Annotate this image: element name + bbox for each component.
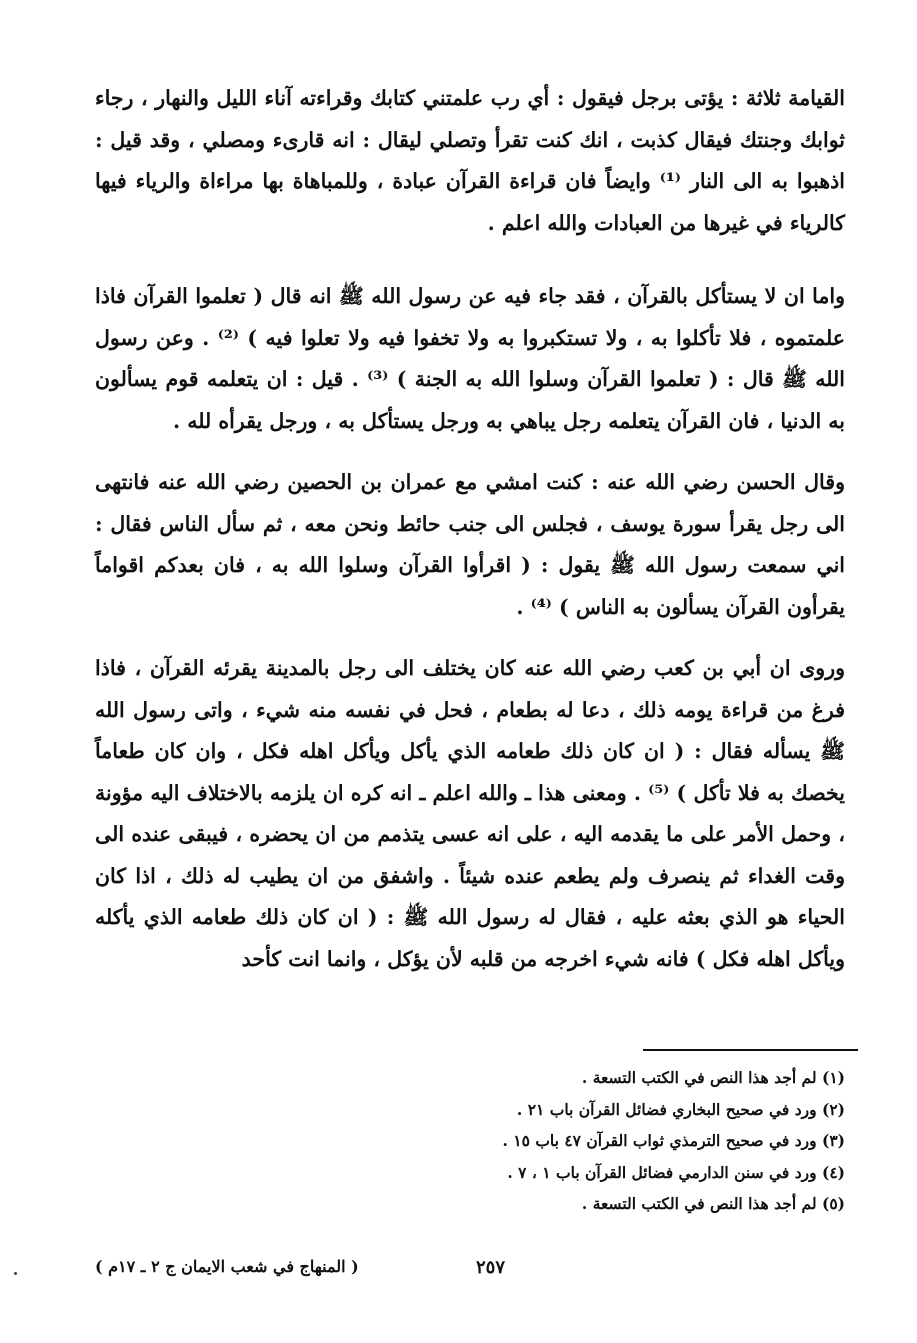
footnote-2: (٢) ورد في صحيح البخاري فضائل القرآن باب ٢١ . — [516, 1099, 845, 1119]
page-body — [95, 78, 845, 980]
footnote-4: (٤) ورد في سنن الدارمي فضائل القرآن باب ١ ، ٧ . — [507, 1162, 845, 1182]
paragraph-3: وقال الحسن رضي الله عنه : كنت امشي مع عمران بن الحصين رضي الله عنه فانتهى الى رجل يقرأ سورة يوسف ، فجلس الى جنب حائط ونحن معه ، ثم سأل الناس فقال : اني سمعت رسول الله ﷺ يقول : ( اقرأوا القرآن وسلوا الله به ، فان بعدكم اقواماً يقرأون القرآن يسألون به الناس ) ⁽⁴⁾ . — [95, 470, 845, 619]
footnotes — [300, 1062, 845, 1220]
running-title: ( المنهاج في شعب الايمان ج ٢ ـ ١٧م ) — [95, 1257, 359, 1276]
paragraph-1: القيامة ثلاثة : يؤتى برجل فيقول : أي رب علمتني كتابك وقراءته آناء الليل والنهار ، رجاء ثوابك وجنتك فيقال كذبت ، انك كنت تقرأ وتصلي ليقال : انه قارىء ومصلي ، وقد قيل : اذهبوا به الى النار ⁽¹⁾ وايضاً فان قراءة القرآن عبادة ، وللمباهاة بها مراءاة والرياء فيها كالرياء في غيرها من العبادات والله اعلم . — [95, 86, 845, 235]
scan-speck — [14, 1272, 17, 1275]
paragraph-2: واما ان لا يستأكل بالقرآن ، فقد جاء فيه عن رسول الله ﷺ انه قال ( تعلموا القرآن فاذا علمتموه ، فلا تأكلوا به ، ولا تستكبروا به ولا تخفوا فيه ولا تعلوا فيه ) ⁽²⁾ . وعن رسول الله ﷺ قال : ( تعلموا القرآن وسلوا الله به الجنة ) ⁽³⁾ . قيل : ان يتعلمه قوم يسألون به الدنيا ، فان القرآن يتعلمه رجل يباهي به ورجل يستأكل به ، ورجل يقرأه لله . — [95, 284, 845, 433]
footnote-3: (٣) ورد في صحيح الترمذي ثواب القرآن ٤٧ باب ١٥ . — [502, 1131, 845, 1150]
paragraph-4: وروى ان أبي بن كعب رضي الله عنه كان يختلف الى رجل بالمدينة يقرئه القرآن ، فاذا فرغ من قراءة يومه ذلك ، دعا له بطعام ، فحل في نفسه منه شيء ، واتى رسول الله ﷺ يسأله فقال : ( ان كان ذلك طعامه الذي يأكل ويأكل اهله فكل ، وان كان طعاماً يخصك به فلا تأكل ) ⁽⁵⁾ . ومعنى هذا ـ والله اعلم ـ انه كره ان يلزمه بالاختلاف اليه مؤونة ، وحمل الأمر على ما يقدمه اليه ، على انه عسى يتذمم من ان يحضره ، فيبقى عنده الى وقت الغداء ثم ينصرف ولم يطعم عنده شيئاً . واشفق من ان يطيب له ذلك ، اذا كان الحياء هو الذي بعثه عليه ، فقال له رسول الله ﷺ : ( ان كان ذلك طعامه الذي يأكله ويأكل اهله فكل ) فانه شيء اخرجه من قلبه لأن يؤكل ، وانما انت كأحد — [95, 656, 845, 971]
footnote-1: (١) لم أجد هذا النص في الكتب التسعة . — [581, 1068, 845, 1087]
footnote-divider — [643, 1049, 858, 1051]
page-number: ٢٥٧ — [475, 1257, 505, 1278]
footnote-5: (٥) لم أجد هذا النص في الكتب التسعة . — [581, 1194, 845, 1213]
